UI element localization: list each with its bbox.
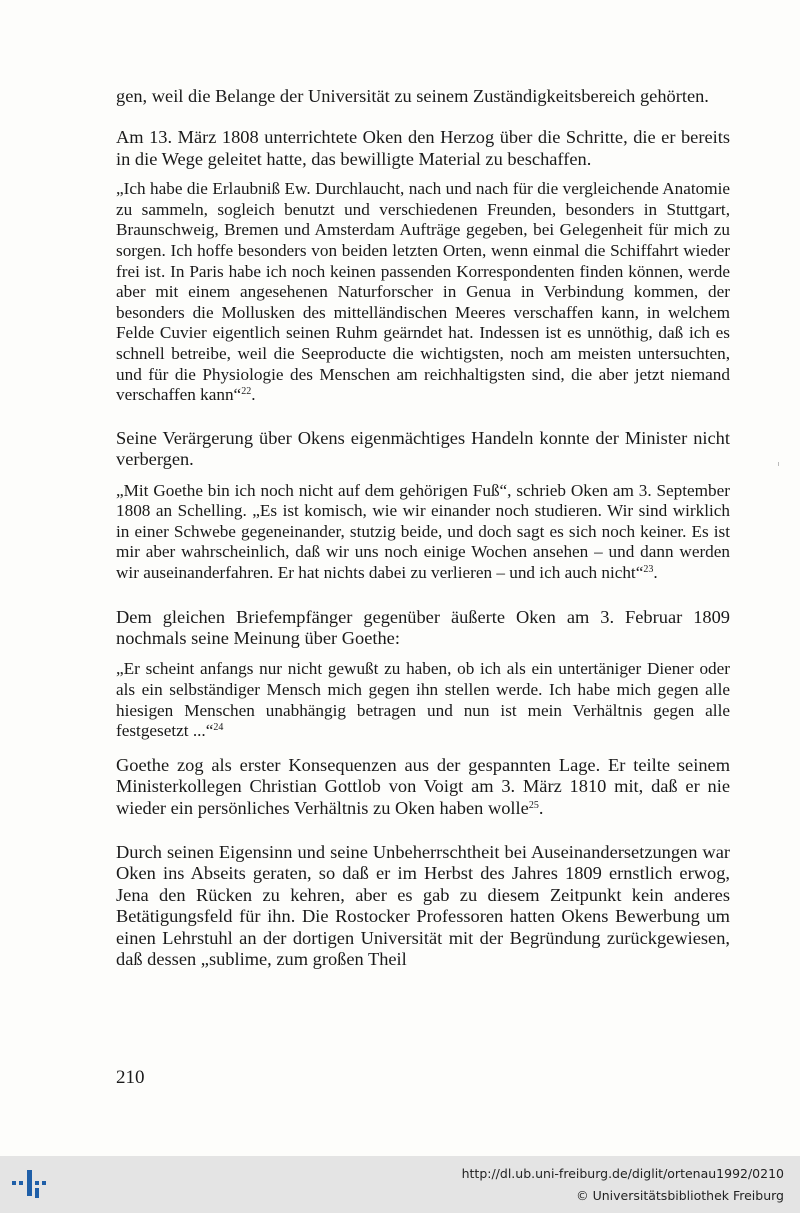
- quote-1: [116, 179, 730, 406]
- copyright-text: © Universitätsbibliothek Freiburg: [576, 1188, 784, 1203]
- paragraph-5: [116, 755, 730, 819]
- footer-bar: [0, 1156, 800, 1213]
- footnote-ref-23: 23: [643, 563, 654, 575]
- source-url-link[interactable]: http://dl.ub.uni-freiburg.de/diglit/ortenau1992/0210: [461, 1166, 784, 1181]
- footnote-ref-24: 24: [213, 722, 224, 734]
- quote-1-text: „Ich habe die Erlaubniß Ew. Durchlaucht, nach und nach für die vergleichende Anatomie zu sammeln, sogleich benutzt und verschiedenen Freunden, besonders in Stuttgart, Braunschweig, Bremen und Amsterdam Aufträge gegeben, bei Gelegenheit für mich zu sorgen. Ich hoffe besonders von beiden letzten Orten, wenn einmal die Schiffahrt wieder frei ist. In Paris habe ich noch keinen passenden Korrespondenten finden können, werde aber mit einem angesehenen Naturforscher in Genua in Verbindung kommen, der besonders die Mollusken des mittelländischen Meeres verschaffen kann, in welchem Felde Cuvier eigentlich seinen Ruhm geärndet hat. Indessen ist es unnöthig, daß ich es schnell betreibe, weil die Seeproducte die wichtigsten, noch am meisten untersuchten, und für die Physiologie des Menschen am reichhaltigsten sind, die aber jetzt niemand verschaffen kann“: [116, 179, 730, 405]
- quote-2-text: „Mit Goethe bin ich noch nicht auf dem gehörigen Fuß“, schrieb Oken am 3. September 1808 an Schelling. „Es ist komisch, wie wir einander noch studieren. Wir sind wirklich in einer Schwebe gegeneinander, stutzig beide, und doch sagt es sich noch keiner. Es ist mir aber wahrscheinlich, daß wir uns noch einige Wochen ansehen – und dann werden wir auseinanderfahren. Er hat nichts dabei zu verlieren – und ich auch nicht“: [116, 480, 730, 582]
- quote-2: [116, 481, 730, 584]
- footnote-ref-22: 22: [241, 386, 252, 398]
- page-body: [116, 86, 730, 970]
- paragraph-4: Dem gleichen Briefempfänger gegenüber äußerte Oken am 3. Februar 1809 nochmals seine Meinung über Goethe:: [116, 606, 730, 648]
- paragraph-3: Seine Verärgerung über Okens eigenmächtiges Handeln konnte der Minister nicht verbergen.: [116, 427, 730, 470]
- paragraph-5-text: Goethe zog als erster Konsequenzen aus der gespannten Lage. Er teilte seinem Ministerkollegen Christian Gottlob von Voigt am 3. März 1810 mit, daß er nie wieder ein persönliches Verhältnis zu Oken haben wolle: [116, 754, 730, 818]
- paragraph-6: Durch seinen Eigensinn und seine Unbeherrschtheit bei Auseinandersetzungen war Oken ins Abseits geraten, so daß er im Herbst des Jahres 1809 ernstlich erwog, Jena den Rücken zu kehren, aber es gab zu diesem Zeitpunkt kein anderes Betätigungsfeld für ihn. Die Rostocker Professoren hatten Okens Bewerbung um einen Lehrstuhl an der dortigen Universität mit der Begründung zurückgewiesen, daß dessen „sublime, zum großen Theil: [116, 841, 730, 969]
- paragraph-2: Am 13. März 1808 unterrichtete Oken den Herzog über die Schritte, die er bereits in die Wege geleitet hatte, das bewilligte Material zu beschaffen.: [116, 127, 730, 169]
- footnote-ref-25: 25: [528, 799, 539, 811]
- paragraph-5-end: .: [538, 797, 544, 818]
- margin-mark: [778, 462, 779, 466]
- ub-freiburg-logo-icon: [12, 1166, 52, 1200]
- quote-1-end: .: [251, 385, 256, 405]
- quote-3: [116, 659, 730, 741]
- quote-2-end: .: [653, 562, 658, 582]
- quote-3-text: „Er scheint anfangs nur nicht gewußt zu haben, ob ich als ein untertäniger Diener oder als ein selbständiger Mensch mich gegen ihn stellen werde. Ich habe mich gegen alle hiesigen Menschen unabhängig betragen und nun ist mein Verhältnis gegen alle festgesetzt ...“: [116, 659, 730, 741]
- page-number: 210: [116, 1067, 145, 1088]
- paragraph-1: gen, weil die Belange der Universität zu seinem Zuständigkeitsbereich gehörten.: [116, 86, 709, 106]
